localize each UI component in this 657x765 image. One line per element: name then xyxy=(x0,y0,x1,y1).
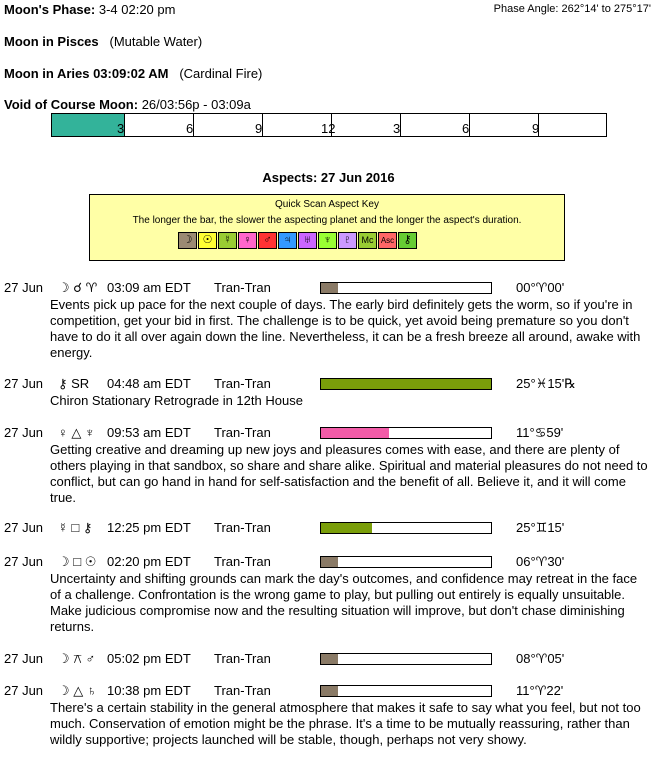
aspect-description: Getting creative and dreaming up new joys and pleasures comes with ease, and there are plenty of others playing in that sandbox, so share and share alike. Spiritual and material pleasures do not need to conflict, but can go hand in hand for self-satisfaction and the benefit of all. Believe it, and it will come true. xyxy=(50,442,648,505)
aspect-time: 12:25 pm EDT xyxy=(107,520,191,535)
aspect-date: 27 Jun xyxy=(4,554,44,569)
aspect-position: 25°♓15'℞ xyxy=(516,376,576,391)
chiron-swatch xyxy=(398,232,417,249)
midheaven-label: Mc xyxy=(361,235,374,245)
aspect-entry xyxy=(0,554,657,635)
aspect-type: Tran-Tran xyxy=(214,554,271,569)
ascendant-swatch xyxy=(378,232,397,249)
pluto-swatch xyxy=(338,232,357,249)
moon-in-pisces xyxy=(4,34,202,49)
timeline-label: 9 xyxy=(255,121,263,136)
aspect-glyphs: ☽ △ ♄ xyxy=(58,683,97,698)
timeline-label: 6 xyxy=(462,121,470,136)
duration-bar-fill xyxy=(321,686,338,696)
aspect-time: 09:53 am EDT xyxy=(107,425,191,440)
key-description: The longer the bar, the slower the aspecting planet and the longer the aspect's duration. xyxy=(132,215,522,226)
uranus-icon: ♅ xyxy=(303,234,312,246)
aspect-glyphs: ☽ □ ☉ xyxy=(58,554,97,569)
key-title: Quick Scan Aspect Key xyxy=(275,199,379,210)
moon-in-aries xyxy=(4,66,262,81)
aspect-date: 27 Jun xyxy=(4,280,44,295)
duration-bar xyxy=(320,427,492,439)
sun-icon: ☉ xyxy=(202,234,213,246)
aspect-time: 04:48 am EDT xyxy=(107,376,191,391)
venus-swatch xyxy=(238,232,257,249)
venus-icon: ♀ xyxy=(243,234,252,246)
aspect-description: Events pick up pace for the next couple of days. The early bird definitely gets the worm, so if you're in competition, get your bid in first. The challenge is to be quick, yet avoid being premature so you don't have to do it all over again down the line. Nevertheless, it can be a fresh breeze all around, awake with energy. xyxy=(50,297,641,360)
mercury-icon: ☿ xyxy=(223,234,232,246)
aspect-entry xyxy=(0,280,657,361)
duration-bar xyxy=(320,378,492,390)
mercury-swatch xyxy=(218,232,237,249)
aspects-title: Aspects: 27 Jun 2016 xyxy=(262,170,395,185)
moon-icon: ☽ xyxy=(182,234,193,246)
timeline-label: 12 xyxy=(321,121,336,136)
moon-aries-value: (Cardinal Fire) xyxy=(179,66,263,81)
moon-swatch xyxy=(178,232,197,249)
aspect-description: Chiron Stationary Retrograde in 12th House xyxy=(50,393,303,408)
aspect-date: 27 Jun xyxy=(4,651,44,666)
duration-bar-fill xyxy=(321,523,372,533)
void-period-fill xyxy=(52,114,125,136)
aspect-time: 02:20 pm EDT xyxy=(107,554,191,569)
aspect-glyphs: ♀ △ ♆ xyxy=(58,425,95,440)
moon-phase-label: Moon's Phase: xyxy=(4,2,96,17)
aspect-row xyxy=(0,520,657,537)
aspect-glyphs: ☽ ⚻ ♂ xyxy=(58,651,96,666)
aspect-position: 06°♈30' xyxy=(516,554,565,569)
quick-scan-key xyxy=(89,194,565,261)
aspect-position: 25°♊15' xyxy=(516,520,565,535)
aspect-time: 10:38 pm EDT xyxy=(107,683,191,698)
aspect-date: 27 Jun xyxy=(4,520,44,535)
duration-bar-fill xyxy=(321,654,338,664)
aspect-row xyxy=(0,280,657,297)
aspect-glyphs: ☿ □ ⚷ xyxy=(58,520,93,535)
duration-bar xyxy=(320,685,492,697)
uranus-swatch xyxy=(298,232,317,249)
sun-swatch xyxy=(198,232,217,249)
midheaven-swatch xyxy=(358,232,377,249)
aspect-entry xyxy=(0,683,657,748)
mars-swatch xyxy=(258,232,277,249)
ascendant-label: Asc xyxy=(380,235,395,245)
aspect-row xyxy=(0,651,657,668)
duration-bar-fill xyxy=(321,379,491,389)
aspect-type: Tran-Tran xyxy=(214,683,271,698)
jupiter-icon: ♃ xyxy=(283,234,292,246)
timeline-label: 3 xyxy=(117,121,125,136)
aspect-entry xyxy=(0,376,657,409)
jupiter-swatch xyxy=(278,232,297,249)
aspect-glyphs: ☽ ☌ ♈ xyxy=(58,280,98,295)
phase-angle: Phase Angle: 262°14' to 275°17' xyxy=(493,3,651,15)
aspect-entry xyxy=(0,520,657,537)
aspect-position: 00°♈00' xyxy=(516,280,565,295)
duration-bar-fill xyxy=(321,428,389,438)
aspect-row xyxy=(0,554,657,571)
moon-phase-value: 3-4 02:20 pm xyxy=(98,2,176,17)
moon-phase xyxy=(4,2,175,17)
aspect-time: 05:02 pm EDT xyxy=(107,651,191,666)
duration-bar-fill xyxy=(321,283,338,293)
aspect-row xyxy=(0,376,657,393)
aspect-description: There's a certain stability in the general atmosphere that makes it safe to say what you feel, but not too much. Conservation of emotion might be the phrase. It's a time to be mutually reassuring, rather than wildly supportive; projects launched will be stable, though, perhaps not very showy. xyxy=(50,700,641,747)
aspect-glyphs: ⚷ SR xyxy=(58,376,90,391)
chiron-icon: ⚷ xyxy=(403,234,412,246)
aspect-row xyxy=(0,683,657,700)
aspect-entry xyxy=(0,425,657,506)
aspect-date: 27 Jun xyxy=(4,683,44,698)
timeline-label: 3 xyxy=(393,121,401,136)
aspect-type: Tran-Tran xyxy=(214,520,271,535)
duration-bar xyxy=(320,282,492,294)
moon-pisces-value: (Mutable Water) xyxy=(109,34,203,49)
void-label: Void of Course Moon: xyxy=(4,97,139,112)
moon-aries-label: Moon in Aries 03:09:02 AM xyxy=(4,66,169,81)
void-value: 26/03:56p - 03:09a xyxy=(141,97,251,112)
aspect-type: Tran-Tran xyxy=(214,651,271,666)
timeline-label: 9 xyxy=(532,121,540,136)
void-of-course xyxy=(4,97,251,112)
aspect-type: Tran-Tran xyxy=(214,376,271,391)
mars-icon: ♂ xyxy=(263,234,272,246)
key-swatches xyxy=(178,232,418,249)
aspect-entry xyxy=(0,651,657,668)
aspect-row xyxy=(0,425,657,442)
aspect-type: Tran-Tran xyxy=(214,280,271,295)
duration-bar xyxy=(320,653,492,665)
aspect-description: Uncertainty and shifting grounds can mark the day's outcomes, and confidence may retreat in the face of a challenge. Confrontation is the wrong game to play, but pulling out entirely is equally unsuitable. Make judicious compromise now and the resulting situation will improve, but don't chase diminishing returns. xyxy=(50,571,638,634)
duration-bar xyxy=(320,522,492,534)
timeline-label: 6 xyxy=(186,121,194,136)
moon-pisces-label: Moon in Pisces xyxy=(4,34,99,49)
aspect-time: 03:09 am EDT xyxy=(107,280,191,295)
neptune-icon: ♆ xyxy=(323,234,332,246)
aspect-position: 11°♋59' xyxy=(516,425,564,440)
aspect-position: 11°♈22' xyxy=(516,683,564,698)
duration-bar xyxy=(320,556,492,568)
pluto-icon: ♇ xyxy=(343,234,352,246)
aspect-type: Tran-Tran xyxy=(214,425,271,440)
aspect-position: 08°♈05' xyxy=(516,651,565,666)
duration-bar-fill xyxy=(321,557,338,567)
aspect-date: 27 Jun xyxy=(4,425,44,440)
aspect-date: 27 Jun xyxy=(4,376,44,391)
neptune-swatch xyxy=(318,232,337,249)
